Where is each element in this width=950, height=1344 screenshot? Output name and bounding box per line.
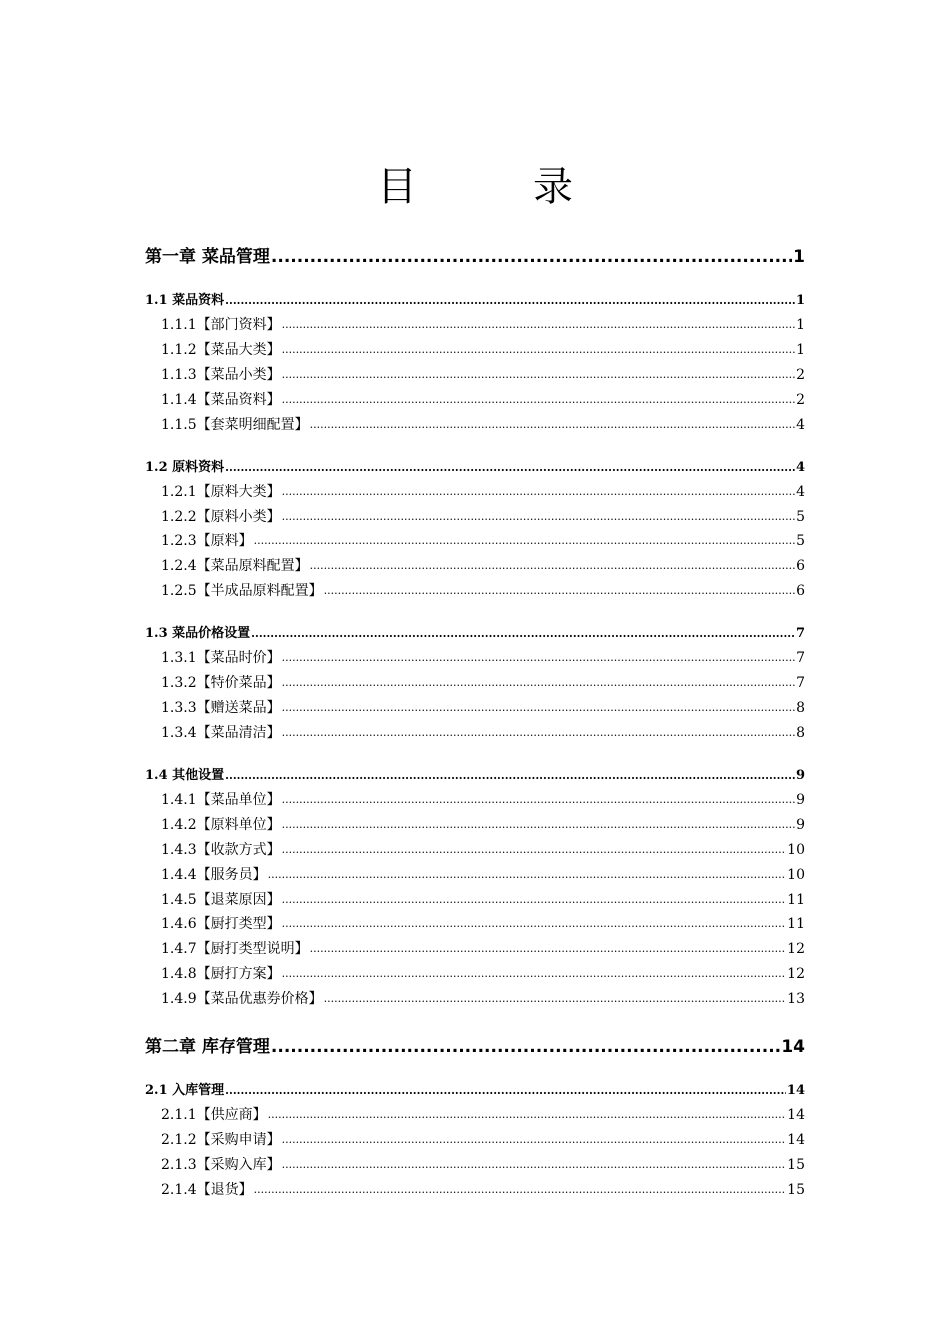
toc-entry-sub[interactable] [161,556,805,576]
toc-dot-leader [282,315,795,335]
toc-dot-leader [225,1082,786,1100]
toc-entry-label: 1.2.1【原料大类】 [161,483,281,500]
toc-entry-label: 1.1 菜品资料 [145,293,225,308]
toc-entry-label: 1.1.5【套菜明细配置】 [161,416,309,433]
toc-page-number: 15 [787,1156,805,1173]
toc-page-number: 9 [796,791,805,808]
toc-entry-sub[interactable] [161,581,805,601]
toc-page-number: 4 [796,416,805,433]
toc-page-number: 11 [787,891,805,908]
toc-entry-label: 1.3.2【特价菜品】 [161,675,281,692]
toc-entry-sub[interactable] [161,482,805,502]
toc-dot-leader [268,1105,787,1125]
toc-entry-label: 2.1.2【采购申请】 [161,1132,281,1148]
toc-dot-leader [254,1180,787,1200]
toc-entry-label: 1.4.8【厨打方案】 [161,966,281,983]
toc-dot-leader [324,581,795,601]
toc-entry-label: 1.4.7【厨打类型说明】 [161,941,309,958]
toc-entry-sub[interactable] [161,790,805,810]
toc-dot-leader [282,507,795,527]
toc-entry-label: 1.1.2【菜品大类】 [161,341,281,358]
toc-page-number: 10 [787,866,805,883]
toc-page-number: 5 [796,533,805,550]
toc-dot-leader [282,365,795,385]
page-title: 目 录 [377,163,611,210]
toc-entry-sub[interactable] [161,315,805,335]
toc-dot-leader [310,556,795,576]
toc-dot-leader [251,625,795,643]
toc-dot-leader [282,673,795,693]
toc-dot-leader [282,698,795,718]
toc-page-number: 6 [796,558,805,575]
toc-entry-label: 2.1.1【供应商】 [161,1107,267,1124]
toc-page-number: 7 [796,650,805,667]
toc-entry-section[interactable] [145,292,805,310]
toc-entry-section[interactable] [145,1082,805,1100]
toc-page-number: 5 [796,508,805,525]
toc-entry-label: 1.4.6【厨打类型】 [161,916,281,933]
toc-page-number: 14 [781,1037,805,1058]
toc-entry-sub[interactable] [161,1105,805,1125]
toc-entry-section[interactable] [145,767,805,785]
toc-page-number: 4 [796,483,805,500]
toc-entry-sub[interactable] [161,415,805,435]
toc-page-number: 8 [796,700,805,716]
toc-entry-label: 1.2.5【半成品原料配置】 [161,583,323,600]
toc-entry-sub[interactable] [161,648,805,668]
toc-entry-label: 1.2.3【原料】 [161,533,253,550]
toc-dot-leader [282,1155,787,1175]
toc-page-number: 8 [796,724,805,741]
toc-entry-label: 1.4.9【菜品优惠券价格】 [161,991,323,1008]
toc-entry-section[interactable] [145,459,805,477]
toc-page-number: 15 [787,1181,805,1198]
toc-page-number: 14 [787,1107,805,1124]
toc-entry-sub[interactable] [161,989,805,1009]
toc-dot-leader [282,840,787,860]
toc-dot-leader [310,939,787,959]
toc-dot-leader [268,865,787,885]
toc-entry-sub[interactable] [161,507,805,527]
toc-entry-label: 2.1.3【采购入库】 [161,1156,281,1173]
toc-entry-section[interactable] [145,625,805,643]
toc-dot-leader [282,790,795,810]
toc-dot-leader [282,482,795,502]
toc-entry-sub[interactable] [161,340,805,360]
toc-page-number: 2 [796,366,805,383]
toc-entry-label: 第二章 库存管理 [145,1037,270,1058]
toc-entry-sub[interactable] [161,365,805,385]
toc-entry-chapter[interactable] [145,1036,805,1058]
toc-entry-label: 1.4.1【菜品单位】 [161,791,281,808]
toc-page-number: 1 [795,293,805,308]
toc-page-number: 12 [787,941,805,958]
toc-entry-label: 1.4.5【退菜原因】 [161,891,281,908]
toc-entry-label: 1.3.1【菜品时价】 [161,650,281,667]
toc-page-number: 6 [796,583,805,600]
toc-entry-sub[interactable] [161,865,805,885]
toc-entry-label: 1.4 其他设置 [145,767,225,783]
toc-entry-sub[interactable] [161,815,805,835]
toc-dot-leader [282,390,795,410]
toc-dot-leader [310,415,795,435]
toc-dot-leader [282,890,787,910]
toc-page-number: 7 [796,675,805,692]
toc-page-number: 14 [787,1132,805,1148]
toc-entry-label: 2.1.4【退货】 [161,1181,253,1198]
toc-dot-leader [282,815,795,835]
toc-dot-leader [282,914,787,934]
toc-dot-leader [282,340,795,360]
toc-dot-leader [225,459,795,477]
toc-page-number: 9 [796,816,805,833]
toc-entry-sub[interactable] [161,914,805,934]
toc-entry-label: 1.3.4【菜品清洁】 [161,724,281,741]
toc-entry-sub[interactable] [161,673,805,693]
toc-page-number: 1 [796,341,805,358]
toc-entry-sub[interactable] [161,723,805,743]
toc-entry-sub[interactable] [161,698,805,718]
toc-entry-label: 1.3.3【赠送菜品】 [161,700,281,716]
toc-dot-leader [271,1036,780,1058]
toc-page-number: 7 [795,626,805,642]
toc-entry-label: 1.2.4【菜品原料配置】 [161,558,309,575]
toc-entry-sub[interactable] [161,390,805,410]
toc-page-number: 9 [795,767,805,783]
toc-entry-sub[interactable] [161,890,805,910]
toc-entry-label: 1.1.4【菜品资料】 [161,391,281,408]
toc-entry-label: 1.4.4【服务员】 [161,866,267,883]
toc-entry-sub[interactable] [161,1155,805,1175]
toc-entry-sub[interactable] [161,840,805,860]
toc-page-number: 4 [795,459,805,475]
toc-dot-leader [271,246,792,268]
toc-dot-leader [225,292,795,310]
toc-entry-label: 1.2.2【原料小类】 [161,508,281,525]
toc-page-number: 1 [793,247,805,267]
toc-entry-label: 1.1.3【菜品小类】 [161,366,281,383]
toc-page-number: 14 [786,1083,805,1099]
toc-dot-leader [225,767,795,785]
toc-entry-label: 1.4.3【收款方式】 [161,841,281,858]
toc-entry-sub[interactable] [161,1180,805,1200]
toc-entry-label: 1.1.1【部门资料】 [161,317,281,333]
toc-entry-sub[interactable] [161,531,805,551]
toc-dot-leader [254,531,795,551]
toc-page-number: 13 [787,991,805,1008]
toc-entry-label: 1.3 菜品价格设置 [145,626,251,642]
toc-page-number: 11 [787,916,805,933]
toc-dot-leader [282,648,795,668]
toc-dot-leader [324,989,787,1009]
toc-entry-label: 1.4.2【原料单位】 [161,816,281,833]
toc-page-number: 12 [787,966,805,983]
toc-entry-label: 2.1 入库管理 [145,1083,225,1099]
toc-dot-leader [282,723,795,743]
toc-entry-sub[interactable] [161,964,805,984]
toc-entry-label: 1.2 原料资料 [145,459,225,475]
toc-dot-leader [282,964,787,984]
toc-entry-label: 第一章 菜品管理 [145,247,270,267]
toc-page-number: 2 [796,391,805,408]
toc-page-number: 10 [787,841,805,858]
toc-entry-sub[interactable] [161,939,805,959]
toc-entry-chapter[interactable] [145,246,805,268]
toc-entry-sub[interactable] [161,1130,805,1150]
toc-dot-leader [282,1130,787,1150]
toc-page-number: 1 [796,317,805,333]
